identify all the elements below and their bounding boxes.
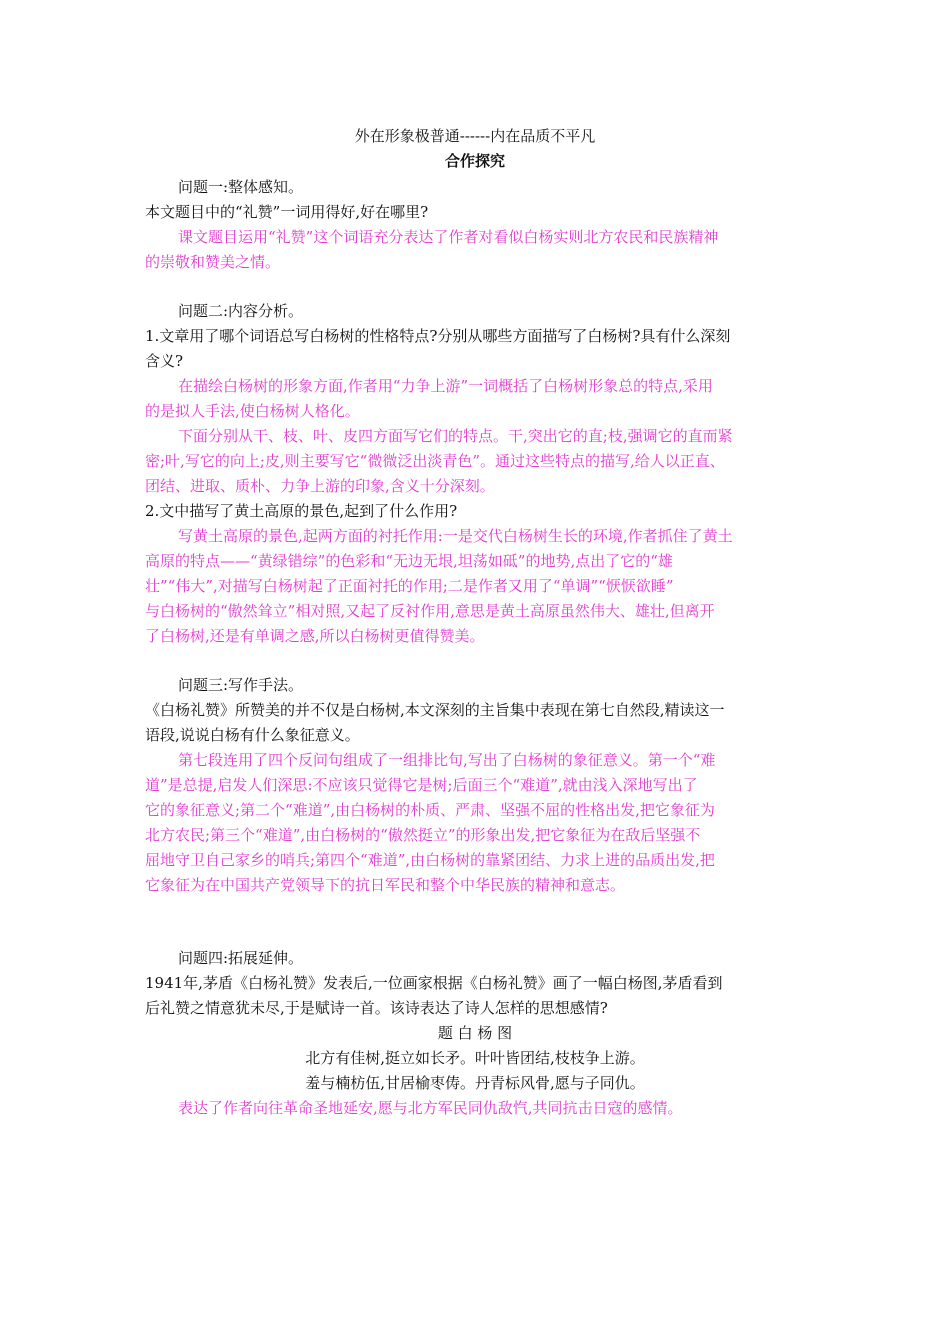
poem-title: 题 白 杨 图 bbox=[437, 1024, 513, 1042]
q1-answer-line: 课文题目运用“礼赞”这个词语充分表达了作者对看似白杨实则北方农民和民族精神 bbox=[178, 228, 719, 246]
q2-sub2-answer-line: 写黄土高原的景色,起两方面的衬托作用:一是交代白杨树生长的环境,作者抓住了黄土 bbox=[178, 527, 733, 545]
q3-answer-line: 北方农民;第三个“难道”,由白杨树的“傲然挺立”的形象出发,把它象征为在敌后坚强不 bbox=[145, 826, 701, 844]
q1-answer-line: 的崇敬和赞美之情。 bbox=[145, 253, 281, 271]
q3-answer-line: 道”是总提,启发人们深思:不应该只觉得它是树;后面三个“难道”,就由浅入深地写出了 bbox=[145, 776, 698, 794]
q2-sub1-answer-line: 团结、进取、质朴、力争上游的印象,含义十分深刻。 bbox=[145, 477, 495, 495]
q3-answer-line: 第七段连用了四个反问句组成了一组排比句,写出了白杨树的象征意义。第一个“难 bbox=[178, 751, 716, 769]
q4-question-line: 1941年,茅盾《白杨礼赞》发表后,一位画家根据《白杨礼赞》画了一幅白杨图,茅盾看到 bbox=[145, 974, 723, 992]
q2-sub2-answer-line: 与白杨树的“傲然耸立”相对照,又起了反衬作用,意思是黄土高原虽然伟大、雄壮,但离开 bbox=[145, 602, 715, 620]
q4-heading: 问题四:拓展延伸。 bbox=[178, 949, 304, 967]
q2-sub2-answer-line: 壮”“伟大”,对描写白杨树起了正面衬托的作用;二是作者又用了“单调”“恹恹欲睡” bbox=[145, 577, 674, 595]
q3-question-line: 《白杨礼赞》所赞美的并不仅是白杨树,本文深刻的主旨集中表现在第七自然段,精读这一 bbox=[145, 701, 725, 719]
q2-sub1-answer-line: 的是拟人手法,使白杨树人格化。 bbox=[145, 402, 360, 420]
section-title: 合作探究 bbox=[444, 152, 505, 170]
q3-question-line: 语段,说说白杨有什么象征意义。 bbox=[145, 726, 360, 744]
q1-question: 本文题目中的“礼赞”一词用得好,好在哪里? bbox=[145, 203, 429, 221]
q3-answer-line: 它的象征意义;第二个“难道”,由白杨树的朴质、严肃、坚强不屈的性格出发,把它象征为 bbox=[145, 801, 715, 819]
q2-sub2-answer-line: 高原的特点——“黄绿错综”的色彩和“无边无垠,坦荡如砥”的地势,点出了它的“雄 bbox=[145, 552, 673, 570]
q2-heading: 问题二:内容分析。 bbox=[178, 302, 304, 320]
q4-question-line: 后礼赞之情意犹未尽,于是赋诗一首。该诗表达了诗人怎样的思想感情? bbox=[145, 999, 608, 1017]
q2-sub1-answer-line: 密;叶,写它的向上;皮,则主要写它“微微泛出淡青色”。通过这些特点的描写,给人以正直、 bbox=[145, 452, 725, 470]
poem-line: 羞与楠枋伍,甘居榆枣俦。丹青标风骨,愿与子同仇。 bbox=[305, 1074, 645, 1092]
poem-line: 北方有佳树,挺立如长矛。叶叶皆团结,枝枝争上游。 bbox=[305, 1049, 645, 1067]
q2-sub1-answer-line: 在描绘白杨树的形象方面,作者用“力争上游”一词概括了白杨树形象总的特点,采用 bbox=[178, 377, 713, 395]
q2-sub2-answer-line: 了白杨树,还是有单调之感,所以白杨树更值得赞美。 bbox=[145, 627, 485, 645]
q3-answer-line: 屈地守卫自己家乡的哨兵;第四个“难道”,由白杨树的靠紧团结、力求上进的品质出发,把 bbox=[145, 851, 715, 869]
page-subtitle: 外在形象极普通------内在品质不平凡 bbox=[354, 127, 596, 145]
q1-heading: 问题一:整体感知。 bbox=[178, 178, 304, 196]
q4-answer: 表达了作者向往革命圣地延安,愿与北方军民同仇敌忾,共同抗击日寇的感情。 bbox=[178, 1099, 683, 1117]
q2-sub1-question-line: 含义? bbox=[145, 352, 184, 370]
q2-sub1-question-line: 1.文章用了哪个词语总写白杨树的性格特点?分别从哪些方面描写了白杨树?具有什么深刻 bbox=[145, 327, 731, 345]
q2-sub2-question: 2.文中描写了黄土高原的景色,起到了什么作用? bbox=[145, 502, 458, 520]
q3-answer-line: 它象征为在中国共产党领导下的抗日军民和整个中华民族的精神和意志。 bbox=[145, 876, 626, 894]
q2-sub1-answer-line: 下面分别从干、枝、叶、皮四方面写它们的特点。干,突出它的直;枝,强调它的直而紧 bbox=[178, 427, 733, 445]
q3-heading: 问题三:写作手法。 bbox=[178, 676, 304, 694]
